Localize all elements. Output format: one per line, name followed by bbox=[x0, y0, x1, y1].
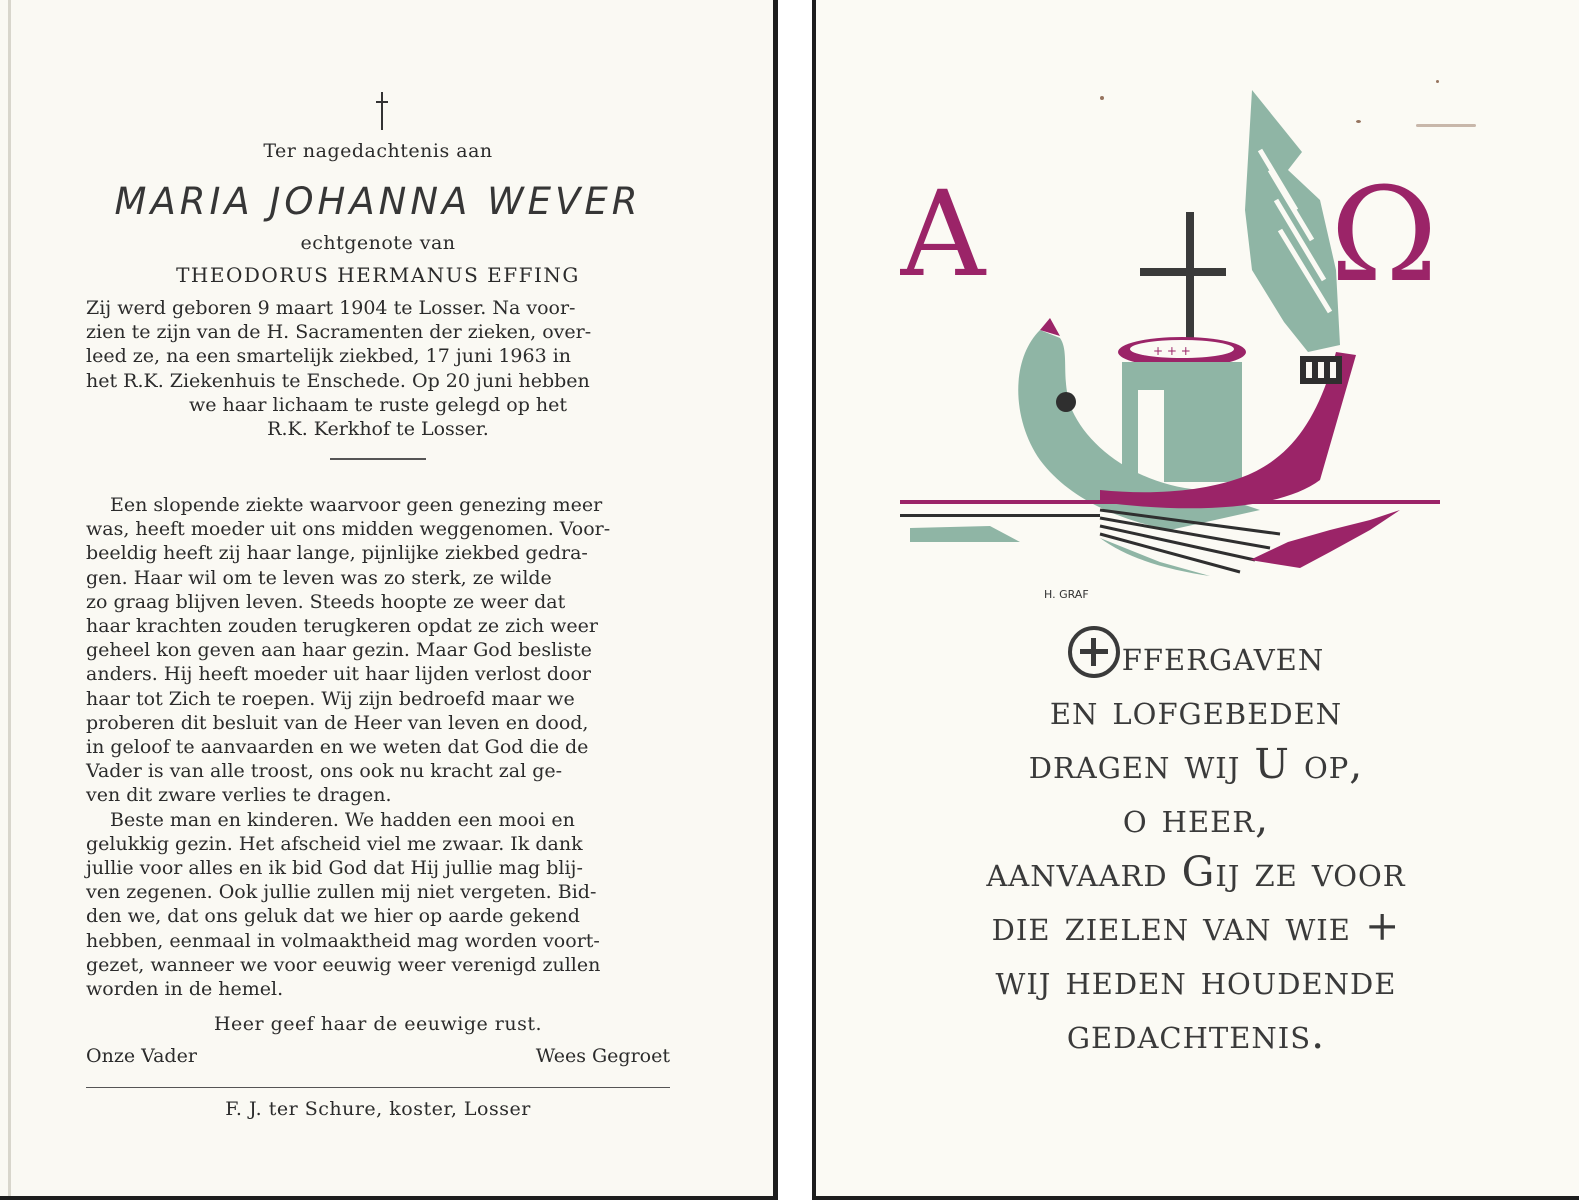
text-line: ven dit zware verlies te dragen. bbox=[86, 784, 392, 807]
text-line: anders. Hij heeft moeder uit haar lijden verlost door bbox=[86, 663, 591, 686]
spouse-of-label: echtgenote van bbox=[300, 232, 456, 254]
alpha-letter: A bbox=[900, 165, 986, 303]
horizon-line bbox=[900, 500, 1440, 504]
spouse-name: THEODORUS HERMANUS EFFING bbox=[176, 263, 580, 287]
fish-eye bbox=[1056, 392, 1076, 412]
prayer-line: wij heden houdende bbox=[995, 956, 1397, 1004]
window bbox=[1330, 362, 1336, 378]
text-line: haar tot Zich te roepen. Wij zijn bedroefd maar we bbox=[86, 687, 575, 710]
cross-circle-icon bbox=[1068, 626, 1120, 678]
text-line: haar krachten zouden terugkeren opdat ze zich weer bbox=[86, 615, 598, 638]
window bbox=[1318, 362, 1324, 378]
closing-prayer: Heer geef haar de eeuwige rust. bbox=[213, 1013, 543, 1035]
divider bbox=[330, 458, 426, 460]
memorial-card-image bbox=[812, 0, 1579, 1200]
omega-letter: Ω bbox=[1330, 159, 1438, 311]
in-memory-of: Ter nagedachtenis aan bbox=[263, 140, 493, 162]
biography bbox=[86, 296, 670, 441]
text-line: beeldig heeft zij haar lange, pijnlijke ziekbed gedra- bbox=[86, 542, 588, 565]
card-edge bbox=[8, 0, 11, 1196]
text-line: ven zegenen. Ook jullie zullen mij niet vergeten. Bid- bbox=[86, 881, 597, 904]
prayer-line-first bbox=[896, 626, 1496, 683]
artist-signature: H. GRAF bbox=[1044, 588, 1089, 601]
text-line: zo graag blijven leven. Steeds hoopte ze weer dat bbox=[86, 590, 566, 613]
bio-line: R.K. Kerkhof te Losser. bbox=[267, 418, 489, 441]
prayer-line: en lofgebeden bbox=[1049, 686, 1343, 734]
bio-line: we haar lichaam te ruste gelegd op het bbox=[188, 393, 568, 416]
wave-magenta bbox=[1250, 510, 1400, 568]
text-line: gen. Haar wil om te leven was zo sterk, ze wilde bbox=[86, 566, 552, 589]
bio-line: zien te zijn van de H. Sacramenten der zieken, over- bbox=[86, 321, 592, 344]
text-line: in geloof te aanvaarden en we weten dat God die de bbox=[86, 736, 589, 759]
text-line: was, heeft moeder uit ons midden weggenomen. Voor- bbox=[86, 518, 611, 541]
window bbox=[1306, 362, 1312, 378]
ship-sail-shape bbox=[1245, 90, 1340, 352]
cross-horizontal bbox=[1140, 268, 1226, 276]
memorial-text bbox=[86, 493, 670, 1001]
water-line bbox=[900, 514, 1100, 517]
text-line: den we, dat ons geluk dat we hier op aarde gekend bbox=[86, 905, 580, 928]
prayer-line: o heer, bbox=[1122, 794, 1270, 842]
text-line: jullie voor alles en ik bid God dat Hij jullie mag blij- bbox=[86, 857, 583, 880]
text-line: geheel kon geven aan haar gezin. Maar God besliste bbox=[86, 639, 592, 662]
printer-credit: F. J. ter Schure, koster, Losser bbox=[225, 1098, 531, 1120]
wave-shape bbox=[910, 526, 1020, 542]
prayer-line: dragen wij U op, bbox=[1028, 740, 1364, 788]
cross-vertical bbox=[1186, 212, 1194, 342]
prayer-hail-mary: Wees Gegroet bbox=[535, 1045, 670, 1067]
text-line: worden in de hemel. bbox=[86, 978, 284, 1001]
offertory-prayer bbox=[896, 626, 1496, 1061]
bio-line: leed ze, na een smartelijk ziekbed, 17 juni 1963 in bbox=[86, 345, 572, 368]
bio-line: Zij werd geboren 9 maart 1904 te Losser. Na voor- bbox=[86, 297, 576, 319]
text-line: Een slopende ziekte waarvoor geen genezing meer bbox=[110, 494, 603, 516]
text-line: hebben, eenmaal in volmaaktheid mag worden voort- bbox=[86, 929, 600, 952]
prayer-line: die zielen van wie + bbox=[991, 902, 1401, 950]
memorial-card-text bbox=[0, 0, 778, 1200]
foxing-spot bbox=[1436, 80, 1439, 83]
prayer-line-text: ffergaven bbox=[1121, 632, 1325, 680]
prayer-line: aanvaard Gij ze voor bbox=[986, 848, 1406, 896]
cross-icon bbox=[376, 92, 388, 130]
printer-divider bbox=[86, 1087, 670, 1088]
text-line: gezet, wanneer we voor eeuwig weer verenigd zullen bbox=[86, 953, 601, 976]
prayer-line: gedachtenis. bbox=[1066, 1010, 1326, 1058]
text-line: proberen dit besluit van de Heer van leven en dood, bbox=[86, 711, 589, 734]
prayer-our-father: Onze Vader bbox=[86, 1045, 197, 1067]
text-line: Beste man en kinderen. We hadden een mooi en bbox=[110, 808, 575, 831]
host-crosses: + + + bbox=[1153, 344, 1191, 358]
deceased-name: MARIA JOHANNA WEVER bbox=[114, 180, 642, 223]
chalice-highlight bbox=[1138, 390, 1164, 482]
alpha-omega-emblem bbox=[900, 90, 1490, 590]
wave-green bbox=[1100, 538, 1210, 576]
text-line: Vader is van alle troost, ons ook nu kracht zal ge- bbox=[86, 760, 563, 783]
text-line: gelukkig gezin. Het afscheid viel me zwaar. Ik dank bbox=[86, 832, 583, 855]
bio-line: het R.K. Ziekenhuis te Enschede. Op 20 juni hebben bbox=[86, 369, 590, 392]
